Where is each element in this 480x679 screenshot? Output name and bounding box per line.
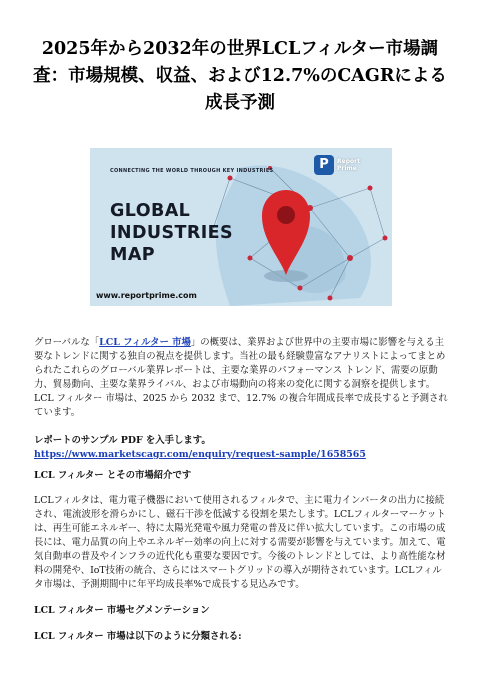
intro-suffix: 」の概要は、業界および世界中の主要市場に影響を与える主要なトレンドに関する独自の視点を提供します。当社の最も経験豊富なアナリストによってまとめられたこれらのグローバル業界レポートは、主要な業界のパフォーマンス トレンド、需要の原動力、貿易動向、主要な業界ライバル、および市場動向の将来の変化に関する洞察を提供します。LCL フィルター 市場は、2025 から 2032 まで、12.7% の複合年間成長率で成長すると予測されています。 xyxy=(34,337,448,418)
brand-line-2: Prime xyxy=(337,165,357,172)
sample-label: レポートのサンプル PDF を入手します。 xyxy=(34,435,211,446)
brand-name xyxy=(337,158,360,172)
hero-tagline: CONNECTING THE WORLD THROUGH KEY INDUSTRIES xyxy=(110,168,274,174)
hero-url: www.reportprime.com xyxy=(96,291,197,300)
sample-request-line xyxy=(34,434,448,462)
hero-line-3: MAP xyxy=(110,245,155,265)
section-heading-classification: LCL フィルター 市場は以下のように分類される: xyxy=(34,631,242,642)
brand-line-1: Report xyxy=(337,158,360,165)
section-heading-segmentation: LCL フィルター 市場セグメンテーション xyxy=(34,605,210,616)
brand-logo-icon: P xyxy=(314,155,334,175)
hero-line-1: GLOBAL xyxy=(110,201,191,221)
market-link[interactable]: LCL フィルター 市場 xyxy=(99,337,191,348)
hero-heading xyxy=(110,200,280,266)
hero-line-2: INDUSTRIES xyxy=(110,223,233,243)
intro-prefix: グローバルな「 xyxy=(34,337,100,348)
sample-request-link[interactable]: https://www.marketscagr.com/enquiry/request-sample/1658565 xyxy=(34,449,366,460)
report-prime-logo xyxy=(314,154,380,176)
market-intro-paragraph: LCLフィルタは、電力電子機器において使用されるフィルタで、主に電力インバータの出力に接続され、電流波形を滑らかにし、磁石干渉を低減する役割を果たします。LCLフィルターマーケットは、再生可能エネルギー、特に太陽光発電や風力発電の普及に伴い拡大しています。この市場の成長には、電力品質の向上やエネルギー効率の向上に対する需要が影響を与えています。加えて、電気自動車の普及やインフラの近代化も重要な要因です。今後のトレンドとしては、より高性能な材料の開発や、IoT技術の統合、さらにはスマートグリッドの導入が期待されています。LCLフィルタ市場は、予測期間中に年平均成長率%で成長する見込みです。 xyxy=(34,495,446,590)
intro-paragraph xyxy=(34,336,448,420)
hero-banner-image xyxy=(90,148,392,306)
section-heading-intro: LCL フィルター とその市場紹介です xyxy=(34,470,192,481)
page-title: 2025年から2032年の世界LCLフィルター市場調査：市場規模、収益、および12.7%のCAGRによる成長予測 xyxy=(33,39,447,113)
